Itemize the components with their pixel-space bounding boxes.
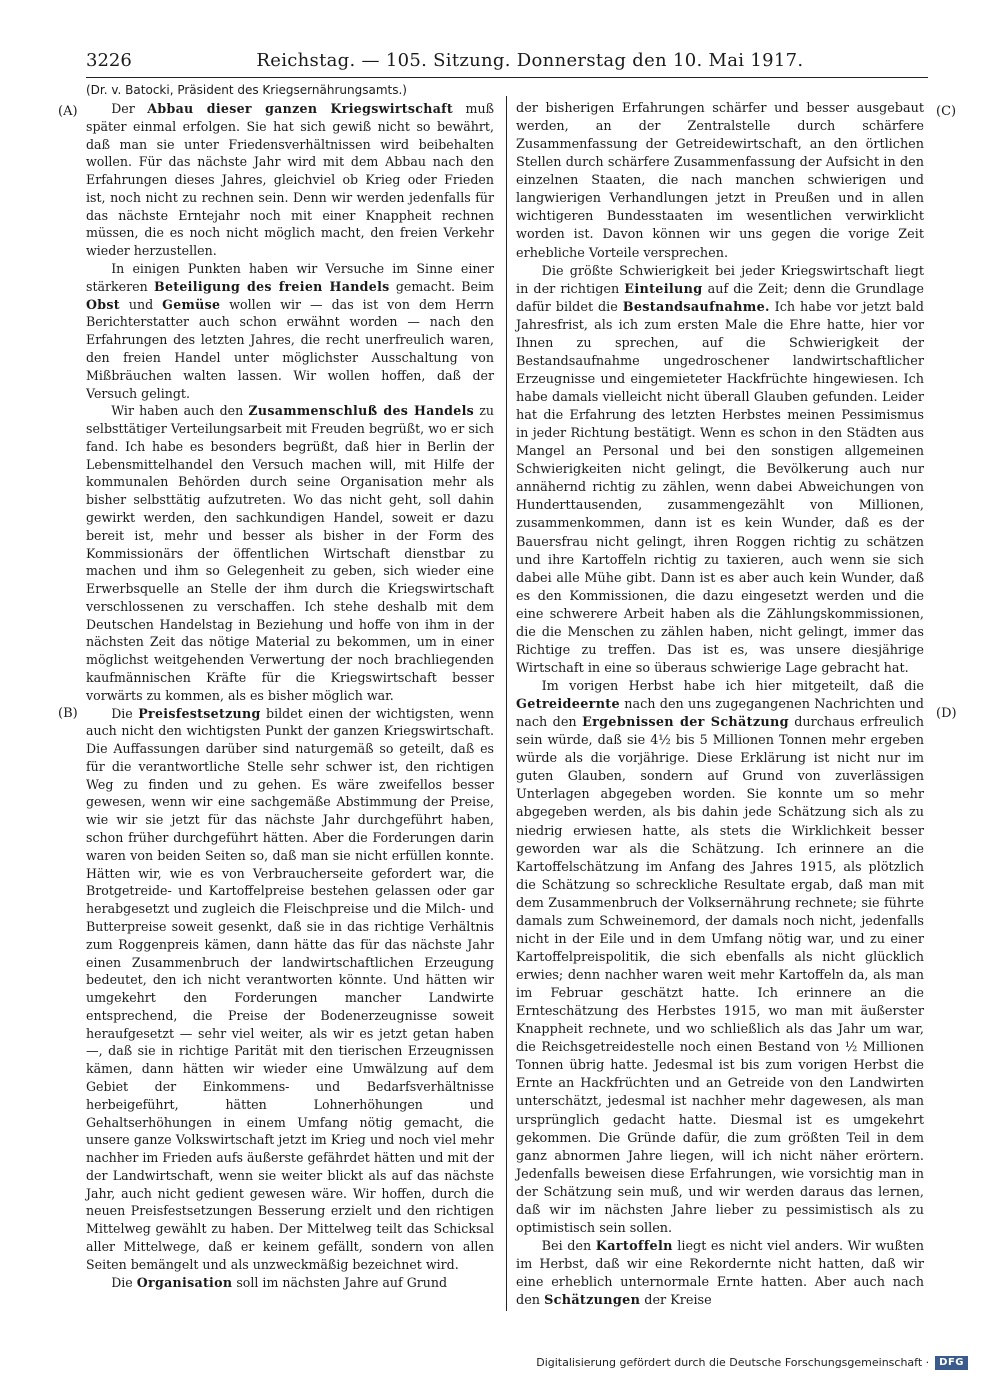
page-number: 3226 xyxy=(86,50,132,71)
margin-marker-b: (B) xyxy=(58,706,78,721)
margin-marker-c: (C) xyxy=(936,104,957,119)
running-title: Reichstag. — 105. Sitzung. Donnerstag den 10. Mai 1917. xyxy=(256,50,804,71)
emphasis-bestandsaufnahme: Bestandsaufnahme. xyxy=(622,299,770,315)
paragraph-getreideernte: Im vorigen Herbst habe ich hier mitgeteilt, daß die Getreideernte nach den uns zugegangenen Nachrichten und nach den Ergebnissen der Schätzung durchaus erfreulich sein würde, daß sie 4½ bis 5 Millionen Tonnen mehr ergeben würde als die vorjährige. Diese Erklärung ist nicht nur im guten Glauben, sondern auf Grund von zuverlässigen Unterlagen abgegeben worden. Sie konnte um so mehr abgegeben werden, als bis dahin jede Schätzung sich als zu niedrig erwiesen hatte, als stets die Wirklichkeit besser geworden war als die Schätzung. Ich erinnere an die Kartoffelschätzung im Anfang des Jahres 1915, als plötzlich die Schätzung so schreckliche Resultate ergab, daß man mit dem Zusammenbruch der Volksernährung rechnete; sie führte damals zum Schweinemord, der damals noch nicht, jedenfalls nicht in der Eile und in dem Umfang nötig war, und zu einer Kartoffelpreispolitik, die sich ebenfalls als nicht glücklich erwies; denn nachher waren weit mehr Kartoffeln da, als man im Februar geschätzt hatte. Ich erinnere an die Ernteschätzung des Herbstes 1915, wo man mit äußerster Knappheit rechnete, und wo schließlich als das Jahr um war, die Reichsgetreidestelle noch einen Bestand von ½ Millionen Tonnen übrig hatte. Jedesmal ist bis zum vorigen Herbst die Ernte an Hackfrüchten und an Getreide von den Landwirten unterschätzt, jedesmal ist nachher mehr dagewesen, als man ursprünglich gedacht hatte. Diesmal ist es umgekehrt gekommen. Die Gründe dafür, die zum größten Teil in dem ganz abnormen Jahre liegen, will ich nicht näher erörtern. Jedenfalls beweisen diese Erfahrungen, wie vorsichtig man in der Schätzung sein muß, und wir werden daraus das lernen, daß wir im nächsten Jahre lieber zu pessimistisch als zu optimistisch sein sollen. xyxy=(516,679,924,1236)
emphasis-beteiligung: Beteiligung des freien Handels xyxy=(154,278,390,294)
paragraph-einteilung: Die größte Schwierigkeit bei jeder Kriegswirtschaft liegt in der richtigen Einteilung auf die Zeit; denn die Grundlage dafür bildet die Bestandsaufnahme. Ich habe vor jetzt bald Jahresfrist, als ich zum ersten Male die Ehre hatte, hier vor Ihnen zu sprechen, auf die Schwierigkeit der Bestandsaufnahme ungedroschener landwirtschaftlicher Erzeugnisse und eingemieteter Hackfrüchte hingewiesen. Ich habe damals vielleicht nicht überall Glauben gefunden. Leider hat die Erfahrung des letzten Herbstes meinen Pessimismus in jeder Richtung bestätigt. Wenn es schon in den Städten aus Mangel an Personal und bei den sonstigen allgemeinen Schwierigkeiten nicht gelingt, die Bevölkerung auch nur annähernd richtig zu zählen, wenn dabei Abweichungen von Hunderttausenden, zusammengezählt von Millionen, zusammenkommen, dann ist es kein Wunder, daß es der Bauersfrau nicht gelingt, ihren Roggen richtig zu schätzen und ihre Kartoffeln richtig zu taxieren, auch wenn sie sich dabei alle Mühe gibt. Dann ist es aber auch kein Wunder, daß es den Kommissionen, die dazu eingesetzt werden und die eine schwerere Arbeit haben als die Zählungskommissionen, die die Menschen zu zählen haben, nicht gelingt, immer das Richtige zu treffen. Das ist es, was unsere diesjährige Wirtschaft in eine so überaus schwierige Lage gebracht hat. xyxy=(516,263,924,676)
left-column xyxy=(86,100,494,1291)
page-header xyxy=(86,50,928,72)
column-divider xyxy=(506,96,507,1311)
paragraph-preisfestsetzung: Die Preisfestsetzung bildet einen der wichtigsten, wenn auch nicht den wichtigsten Punkt der ganzen Kriegswirtschaft. Die Auffassungen darüber sind naturgemäß so geteilt, daß es für die verantwortliche Stelle sehr schwer ist, den richtigen Weg zu finden und zu gehen. Es wäre zweifellos besser gewesen, wenn wir eine sachgemäße Abstimmung der Preise, wie wir sie jetzt für das nächste Jahr durchgeführt haben, schon früher durchgeführt hätten. Aber die Forderungen darin waren von beiden Seiten so, daß man sie nicht erfüllen konnte. Hätten wir, wie es von Verbraucherseite gefordert war, die Brotgetreide- und Kartoffelpreise bestehen gelassen oder gar herabgesetzt und zugleich die Fleischpreise und die Milch- und Butterpreise soweit gesenkt, daß sie in das richtige Verhältnis zum Roggenpreis kämen, dann hätte das für das nächste Jahr einen Zusammenbruch der landwirtschaftlichen Erzeugung bedeutet, den ich nicht verantworten könnte. Und hätten wir umgekehrt den Forderungen mancher Landwirte entsprechend, die Preise der Bodenerzeugnisse soweit heraufgesetzt — sehr viel weiter, als wir es jetzt getan haben —, daß sie in richtige Parität mit den tierischen Erzeugnissen kämen, dann hätten wir wieder eine Umwälzung auf dem Gebiet der Einkommens- und Bedarfsverhältnisse herbeigeführt, hätten Lohnerhöhungen und Gehaltserhöhungen in einem Umfang nötig gemacht, die unsere ganze Volkswirtschaft jetzt im Krieg und noch viel mehr nachher im Frieden aufs äußerste gefährdet hätten und mit der der Landwirtschaft, wenn sie weiter blickt als auf das nächste Jahr, auch nicht gedient gewesen wäre. Wir hoffen, durch die neuen Preisfestsetzungen Besserung erzielt und den richtigen Mittelweg gewählt zu haben. Der Mittelweg teilt das Schicksal aller Mittelwege, daß er keinem gefällt, sondern von allen Seiten bemängelt und als unzweckmäßig bezeichnet wird. xyxy=(86,705,494,1272)
footer-text: Digitalisierung gefördert durch die Deutsche Forschungsgemeinschaft · xyxy=(536,1356,930,1369)
emphasis-zusammenschluss: Zusammenschluß des Handels xyxy=(248,403,475,419)
right-column xyxy=(516,100,924,1310)
dfg-logo: DFG xyxy=(935,1356,968,1370)
emphasis-abbau: Abbau dieser ganzen Kriegswirtschaft xyxy=(147,101,453,116)
speaker-note: (Dr. v. Batocki, Präsident des Kriegsernährungsamts.) xyxy=(86,83,407,97)
paragraph-zusammenschluss: Wir haben auch den Zusammenschluß des Handels zu selbsttätiger Verteilungsarbeit mit Freuden begrüßt, wo er sich fand. Ich habe es besonders begrüßt, daß hier in Berlin der Lebensmittelhandel den Versuch machen will, mit Hilfe der kommunalen Behörden durch seine Organisation mehr als bisher selbsttätig aufzutreten. Wo das nicht geht, soll dahin gewirkt werden, den sachkundigen Handel, soweit er dazu bereit ist, mehr und besser als bisher in der Form des Kommissionärs der öffentlichen Wirtschaft dienstbar zu machen und ihm so Gelegenheit zu geben, sich wieder eine Erwerbsquelle an Stelle der ihm durch die Kriegswirtschaft verschlossenen zu verschaffen. Ich stehe deshalb mit dem Deutschen Handelstag in Beziehung und hoffe von ihm in der nächsten Zeit das nötige Material zu bekommen, um in einer möglichst weitgehenden Verwertung der noch brachliegenden kaufmännischen Kräfte für die Kriegswirtschaft besser vorwärts zu kommen, als es bisher möglich war. xyxy=(86,403,495,703)
header-rule xyxy=(86,77,928,78)
emphasis-preisfestsetzung: Preisfestsetzung xyxy=(138,705,261,721)
emphasis-schaetzungen: Schätzungen xyxy=(544,1293,641,1309)
digitization-footer xyxy=(536,1356,968,1370)
emphasis-einteilung: Einteilung xyxy=(624,281,703,297)
paragraph-organisation: Die Organisation soll im nächsten Jahre auf Grund xyxy=(111,1274,448,1290)
paragraph-handel: In einigen Punkten haben wir Versuche im Sinne einer stärkeren Beteiligung des freien Handels gemacht. Beim Obst und Gemüse wollen wir — das ist von dem Herrn Berichterstatter auch schon erwähnt worden — nach den Erfahrungen des letzten Jahres, die recht unerfreulich waren, den freien Handel unter möglichster Ausschaltung von Mißbräuchen walten lassen. Wir wollen hoffen, daß der Versuch gelingt. xyxy=(86,261,494,401)
paragraph-continuation: der bisherigen Erfahrungen schärfer und besser ausgebaut werden, an der Zentralstelle durch schärfere Zusammenfassung der Getreidewirtschaft, an den örtlichen Stellen durch schärfere Zusammenfassung der Aufsicht in den einzelnen Staaten, die nach manchen schwierigen und langwierigen Verhandlungen jetzt in Preußen und in allen wichtigeren Bundesstaaten im wesentlichen verwirklicht worden ist. Davon können wir uns gegen die vorige Zeit erhebliche Vorteile versprechen. xyxy=(516,101,924,261)
emphasis-schaetzung: Ergebnissen der Schätzung xyxy=(582,715,789,731)
paragraph-abbau: Der Abbau dieser ganzen Kriegswirtschaft muß später einmal erfolgen. Sie hat sich gewiß nicht so bewährt, daß man sie unter Friedensverhältnissen wird beibehalten wollen. Für das nächste Jahr wird mit dem Abbau nach den Erfahrungen dieses Jahres, gleichviel ob Krieg oder Frieden ist, noch nicht zu rechnen sein. Denn wir werden jedenfalls für das nächste Erntejahr noch mit einer Knappheit rechnen müssen, die es noch nicht möglich macht, den freien Verkehr wieder herzustellen. xyxy=(86,101,494,259)
margin-marker-d: (D) xyxy=(936,706,957,721)
emphasis-getreideernte: Getreideernte xyxy=(516,697,620,713)
emphasis-gemuese: Gemüse xyxy=(162,296,221,312)
emphasis-kartoffeln: Kartoffeln xyxy=(595,1238,673,1254)
emphasis-organisation: Organisation xyxy=(136,1274,233,1290)
margin-marker-a: (A) xyxy=(58,104,78,119)
emphasis-obst: Obst xyxy=(86,296,120,312)
paragraph-kartoffeln: Bei den Kartoffeln liegt es nicht viel anders. Wir wußten im Herbst, daß wir eine Rekordernte nicht hatten, daß wir eine erheblich unternormale Ernte hatten. Aber auch nach den Schätzungen der Kreise xyxy=(516,1238,924,1309)
